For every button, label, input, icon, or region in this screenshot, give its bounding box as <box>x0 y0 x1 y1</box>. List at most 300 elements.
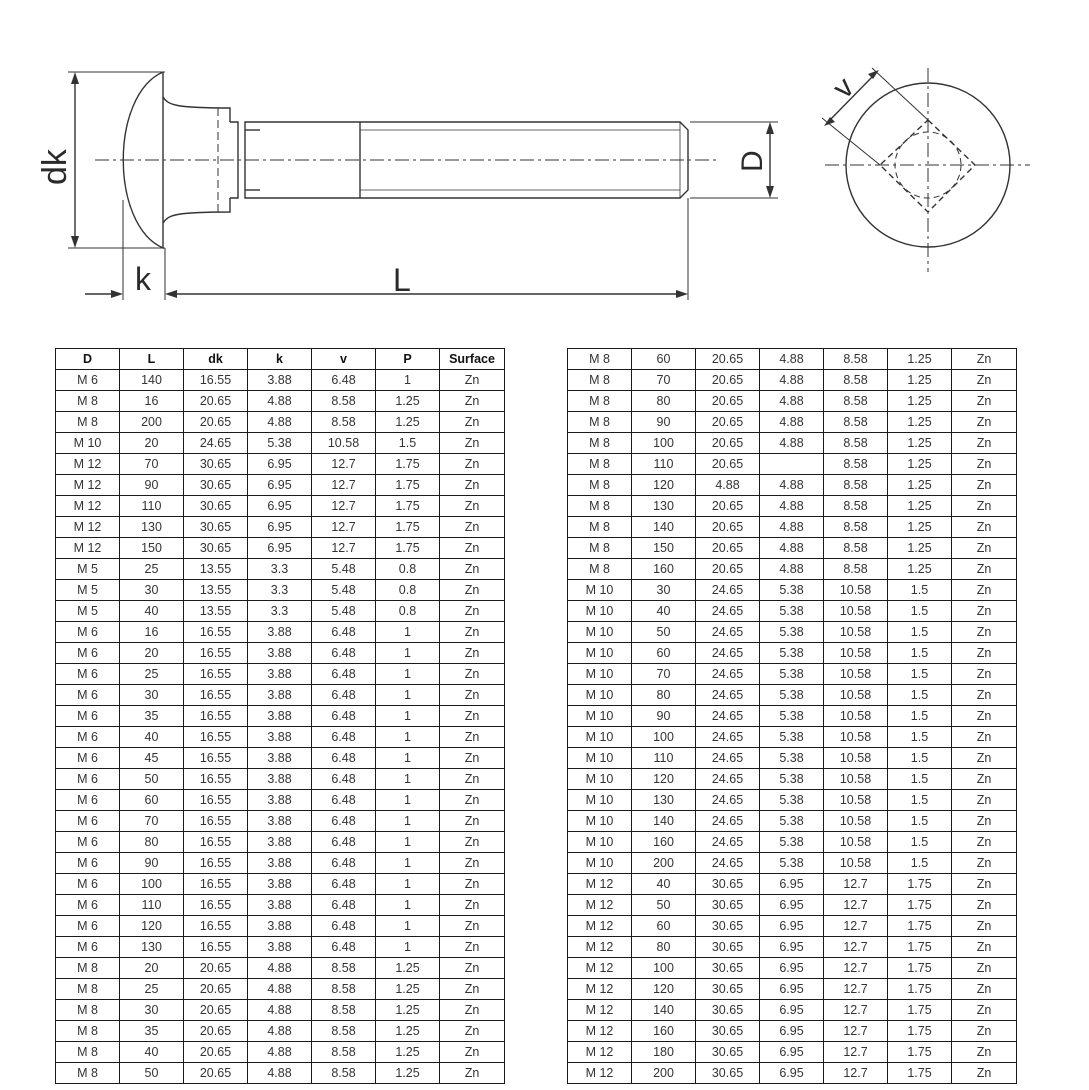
cell-d: M 8 <box>568 454 632 475</box>
cell-d: M 6 <box>56 937 120 958</box>
cell-v: 5.48 <box>312 559 376 580</box>
cell-v: 6.48 <box>312 748 376 769</box>
cell-d: M 6 <box>56 748 120 769</box>
cell-surface: Zn <box>952 979 1017 1000</box>
cell-l: 60 <box>632 916 696 937</box>
cell-v: 8.58 <box>312 412 376 433</box>
cell-l: 140 <box>632 517 696 538</box>
table-row <box>56 1063 505 1084</box>
cell-d: M 6 <box>56 622 120 643</box>
table-row <box>568 832 1017 853</box>
cell-k: 5.38 <box>760 622 824 643</box>
cell-v: 10.58 <box>824 622 888 643</box>
cell-surface: Zn <box>952 832 1017 853</box>
table-row <box>568 664 1017 685</box>
cell-k: 5.38 <box>760 664 824 685</box>
cell-p: 1.75 <box>376 517 440 538</box>
cell-v: 10.58 <box>824 685 888 706</box>
cell-surface: Zn <box>440 643 505 664</box>
cell-d: M 8 <box>568 370 632 391</box>
d-label: D <box>736 150 769 172</box>
cell-p: 1.5 <box>888 643 952 664</box>
cell-dk: 13.55 <box>184 559 248 580</box>
cell-p: 1 <box>376 937 440 958</box>
table-row <box>56 706 505 727</box>
cell-dk: 4.88 <box>696 475 760 496</box>
cell-v: 8.58 <box>824 454 888 475</box>
cell-dk: 13.55 <box>184 601 248 622</box>
cell-surface: Zn <box>952 370 1017 391</box>
cell-surface: Zn <box>440 706 505 727</box>
cell-dk: 16.55 <box>184 790 248 811</box>
cell-p: 1.25 <box>888 559 952 580</box>
table-row <box>568 538 1017 559</box>
table-row <box>568 895 1017 916</box>
cell-l: 180 <box>632 1042 696 1063</box>
cell-dk: 24.65 <box>184 433 248 454</box>
cell-dk: 24.65 <box>696 643 760 664</box>
table-row <box>56 391 505 412</box>
cell-dk: 20.65 <box>184 391 248 412</box>
cell-p: 1 <box>376 874 440 895</box>
cell-dk: 20.65 <box>696 370 760 391</box>
cell-dk: 20.65 <box>184 1000 248 1021</box>
cell-d: M 6 <box>56 727 120 748</box>
cell-d: M 6 <box>56 706 120 727</box>
cell-p: 1.5 <box>888 580 952 601</box>
cell-k: 3.88 <box>248 727 312 748</box>
cell-d: M 12 <box>56 454 120 475</box>
cell-k: 5.38 <box>760 727 824 748</box>
cell-p: 0.8 <box>376 559 440 580</box>
cell-surface: Zn <box>440 790 505 811</box>
cell-v: 12.7 <box>824 874 888 895</box>
cell-dk: 20.65 <box>696 496 760 517</box>
table-row <box>56 832 505 853</box>
cell-surface: Zn <box>952 769 1017 790</box>
cell-v: 8.58 <box>824 559 888 580</box>
cell-surface: Zn <box>952 811 1017 832</box>
table-row <box>568 601 1017 622</box>
cell-v: 6.48 <box>312 769 376 790</box>
cell-d: M 8 <box>568 349 632 370</box>
cell-p: 1.75 <box>888 874 952 895</box>
cell-p: 1 <box>376 622 440 643</box>
cell-v: 6.48 <box>312 622 376 643</box>
cell-l: 50 <box>632 622 696 643</box>
cell-surface: Zn <box>440 1063 505 1084</box>
cell-l: 90 <box>120 475 184 496</box>
cell-p: 1.75 <box>376 538 440 559</box>
cell-v: 8.58 <box>824 517 888 538</box>
cell-k: 5.38 <box>760 580 824 601</box>
cell-dk: 30.65 <box>696 1021 760 1042</box>
table-row <box>568 391 1017 412</box>
cell-k: 3.88 <box>248 685 312 706</box>
cell-v: 12.7 <box>312 475 376 496</box>
cell-d: M 12 <box>568 979 632 1000</box>
cell-k: 4.88 <box>760 517 824 538</box>
cell-k: 3.88 <box>248 622 312 643</box>
cell-p: 1.75 <box>888 979 952 1000</box>
cell-v: 8.58 <box>312 1000 376 1021</box>
cell-p: 1.25 <box>376 1063 440 1084</box>
cell-l: 130 <box>632 790 696 811</box>
cell-surface: Zn <box>440 475 505 496</box>
cell-p: 1 <box>376 916 440 937</box>
table-row <box>56 517 505 538</box>
cell-l: 140 <box>120 370 184 391</box>
cell-l: 80 <box>632 391 696 412</box>
cell-k: 4.88 <box>248 391 312 412</box>
header-l: L <box>120 349 184 370</box>
table-row <box>56 622 505 643</box>
cell-v: 6.48 <box>312 853 376 874</box>
cell-v: 10.58 <box>824 853 888 874</box>
cell-k: 3.88 <box>248 853 312 874</box>
cell-k: 6.95 <box>760 958 824 979</box>
cell-k: 6.95 <box>248 496 312 517</box>
cell-l: 130 <box>632 496 696 517</box>
cell-dk: 20.65 <box>696 412 760 433</box>
cell-d: M 10 <box>568 853 632 874</box>
cell-v: 12.7 <box>824 1042 888 1063</box>
table-row <box>568 958 1017 979</box>
cell-v: 12.7 <box>824 1063 888 1084</box>
cell-l: 80 <box>120 832 184 853</box>
cell-surface: Zn <box>952 664 1017 685</box>
cell-p: 1 <box>376 811 440 832</box>
table-row <box>56 1042 505 1063</box>
table-row <box>56 748 505 769</box>
cell-d: M 12 <box>568 1000 632 1021</box>
cell-surface: Zn <box>440 580 505 601</box>
cell-p: 1.25 <box>888 412 952 433</box>
cell-dk: 13.55 <box>184 580 248 601</box>
cell-p: 1.5 <box>888 664 952 685</box>
cell-v: 10.58 <box>824 643 888 664</box>
cell-l: 150 <box>120 538 184 559</box>
cell-k: 3.88 <box>248 937 312 958</box>
cell-p: 1 <box>376 685 440 706</box>
cell-dk: 30.65 <box>184 538 248 559</box>
cell-v: 12.7 <box>824 1000 888 1021</box>
table-row <box>56 475 505 496</box>
cell-surface: Zn <box>952 1000 1017 1021</box>
cell-p: 1.75 <box>888 1063 952 1084</box>
cell-surface: Zn <box>952 601 1017 622</box>
cell-dk: 20.65 <box>184 958 248 979</box>
cell-d: M 12 <box>568 1063 632 1084</box>
cell-k: 4.88 <box>248 958 312 979</box>
cell-p: 1 <box>376 832 440 853</box>
cell-surface: Zn <box>440 853 505 874</box>
cell-k: 6.95 <box>248 538 312 559</box>
cell-dk: 20.65 <box>696 349 760 370</box>
cell-l: 35 <box>120 1021 184 1042</box>
cell-dk: 30.65 <box>696 979 760 1000</box>
cell-k: 4.88 <box>760 433 824 454</box>
cell-v: 6.48 <box>312 811 376 832</box>
cell-surface: Zn <box>440 685 505 706</box>
cell-l: 120 <box>632 475 696 496</box>
cell-d: M 6 <box>56 643 120 664</box>
cell-k: 3.3 <box>248 559 312 580</box>
cell-v: 6.48 <box>312 727 376 748</box>
cell-v: 6.48 <box>312 706 376 727</box>
cell-l: 30 <box>120 580 184 601</box>
l-label: L <box>393 262 411 298</box>
table-row <box>56 790 505 811</box>
cell-p: 1 <box>376 664 440 685</box>
cell-l: 160 <box>632 832 696 853</box>
cell-k: 3.88 <box>248 895 312 916</box>
cell-l: 150 <box>632 538 696 559</box>
cell-dk: 16.55 <box>184 874 248 895</box>
cell-d: M 12 <box>56 538 120 559</box>
cell-dk: 24.65 <box>696 832 760 853</box>
cell-v: 8.58 <box>312 979 376 1000</box>
cell-l: 40 <box>632 874 696 895</box>
table-row <box>568 727 1017 748</box>
bolt-spec-table-left <box>55 348 505 1084</box>
table-row <box>56 580 505 601</box>
cell-surface: Zn <box>952 748 1017 769</box>
cell-p: 1.25 <box>888 433 952 454</box>
cell-l: 130 <box>120 937 184 958</box>
cell-d: M 12 <box>568 1021 632 1042</box>
cell-surface: Zn <box>440 1021 505 1042</box>
cell-surface: Zn <box>440 454 505 475</box>
cell-k: 6.95 <box>248 454 312 475</box>
cell-dk: 20.65 <box>184 412 248 433</box>
cell-v: 8.58 <box>312 1042 376 1063</box>
cell-l: 16 <box>120 391 184 412</box>
cell-d: M 8 <box>56 1063 120 1084</box>
table-row <box>56 1000 505 1021</box>
cell-surface: Zn <box>440 937 505 958</box>
header-v: v <box>312 349 376 370</box>
cell-surface: Zn <box>952 517 1017 538</box>
table-row <box>568 748 1017 769</box>
cell-k: 4.88 <box>248 412 312 433</box>
cell-p: 1.75 <box>888 937 952 958</box>
table-row <box>568 622 1017 643</box>
cell-k: 3.88 <box>248 748 312 769</box>
cell-surface: Zn <box>952 958 1017 979</box>
table-row <box>56 1021 505 1042</box>
cell-k: 4.88 <box>760 475 824 496</box>
cell-v: 12.7 <box>824 1021 888 1042</box>
cell-p: 1.5 <box>888 853 952 874</box>
table-row <box>56 769 505 790</box>
cell-dk: 16.55 <box>184 622 248 643</box>
cell-d: M 10 <box>568 832 632 853</box>
table-row <box>568 580 1017 601</box>
cell-k: 4.88 <box>760 370 824 391</box>
cell-p: 1.5 <box>376 433 440 454</box>
table-row <box>568 475 1017 496</box>
cell-k: 5.38 <box>248 433 312 454</box>
cell-l: 80 <box>632 685 696 706</box>
cell-k <box>760 454 824 475</box>
cell-dk: 30.65 <box>696 895 760 916</box>
cell-d: M 10 <box>568 664 632 685</box>
table-row <box>568 1021 1017 1042</box>
table-row <box>568 979 1017 1000</box>
table-row <box>56 685 505 706</box>
cell-p: 1.5 <box>888 790 952 811</box>
cell-surface: Zn <box>440 622 505 643</box>
cell-d: M 12 <box>568 874 632 895</box>
cell-d: M 12 <box>568 1042 632 1063</box>
cell-d: M 10 <box>568 580 632 601</box>
dk-label: dk <box>36 149 74 185</box>
cell-k: 4.88 <box>760 349 824 370</box>
table-row <box>56 454 505 475</box>
cell-v: 5.48 <box>312 580 376 601</box>
cell-k: 5.38 <box>760 832 824 853</box>
cell-dk: 24.65 <box>696 580 760 601</box>
cell-k: 3.88 <box>248 643 312 664</box>
cell-p: 1.25 <box>376 1042 440 1063</box>
cell-dk: 30.65 <box>184 475 248 496</box>
cell-surface: Zn <box>952 916 1017 937</box>
cell-surface: Zn <box>440 412 505 433</box>
cell-l: 100 <box>632 433 696 454</box>
cell-dk: 24.65 <box>696 748 760 769</box>
cell-p: 1 <box>376 370 440 391</box>
carriage-bolt-drawing <box>0 0 1089 330</box>
cell-d: M 6 <box>56 832 120 853</box>
cell-p: 1.75 <box>888 958 952 979</box>
cell-l: 90 <box>632 706 696 727</box>
cell-p: 0.8 <box>376 601 440 622</box>
cell-dk: 24.65 <box>696 664 760 685</box>
cell-l: 16 <box>120 622 184 643</box>
cell-k: 6.95 <box>760 937 824 958</box>
cell-dk: 24.65 <box>696 811 760 832</box>
cell-dk: 16.55 <box>184 937 248 958</box>
cell-v: 8.58 <box>824 412 888 433</box>
cell-p: 1.25 <box>376 1021 440 1042</box>
cell-v: 12.7 <box>824 979 888 1000</box>
cell-p: 1.25 <box>888 517 952 538</box>
cell-d: M 6 <box>56 769 120 790</box>
table-row <box>56 643 505 664</box>
cell-d: M 6 <box>56 370 120 391</box>
header-surface: Surface <box>440 349 505 370</box>
cell-dk: 30.65 <box>184 496 248 517</box>
table-row <box>56 370 505 391</box>
cell-k: 4.88 <box>248 979 312 1000</box>
cell-dk: 20.65 <box>696 517 760 538</box>
cell-dk: 16.55 <box>184 916 248 937</box>
cell-l: 110 <box>632 748 696 769</box>
cell-d: M 8 <box>56 1000 120 1021</box>
cell-k: 6.95 <box>248 475 312 496</box>
cell-l: 120 <box>120 916 184 937</box>
cell-dk: 24.65 <box>696 685 760 706</box>
table-row <box>56 601 505 622</box>
cell-l: 200 <box>632 1063 696 1084</box>
cell-k: 3.88 <box>248 832 312 853</box>
cell-d: M 8 <box>568 433 632 454</box>
cell-k: 4.88 <box>248 1000 312 1021</box>
cell-surface: Zn <box>440 496 505 517</box>
cell-p: 1.75 <box>888 1000 952 1021</box>
cell-l: 50 <box>120 769 184 790</box>
cell-dk: 16.55 <box>184 853 248 874</box>
cell-v: 8.58 <box>312 391 376 412</box>
cell-l: 200 <box>120 412 184 433</box>
cell-dk: 30.65 <box>696 916 760 937</box>
cell-dk: 20.65 <box>184 979 248 1000</box>
cell-dk: 16.55 <box>184 706 248 727</box>
cell-d: M 8 <box>568 391 632 412</box>
cell-l: 130 <box>120 517 184 538</box>
table-row <box>56 727 505 748</box>
cell-surface: Zn <box>952 475 1017 496</box>
cell-l: 25 <box>120 979 184 1000</box>
table-row <box>56 937 505 958</box>
cell-surface: Zn <box>440 727 505 748</box>
bolt-spec-table-right <box>567 348 1017 1084</box>
cell-p: 1 <box>376 727 440 748</box>
cell-l: 60 <box>632 349 696 370</box>
cell-v: 6.48 <box>312 790 376 811</box>
header-d: D <box>56 349 120 370</box>
cell-k: 5.38 <box>760 685 824 706</box>
cell-k: 5.38 <box>760 853 824 874</box>
cell-p: 1 <box>376 643 440 664</box>
cell-dk: 20.65 <box>696 538 760 559</box>
cell-k: 3.88 <box>248 769 312 790</box>
cell-dk: 24.65 <box>696 769 760 790</box>
cell-l: 40 <box>120 727 184 748</box>
cell-l: 110 <box>632 454 696 475</box>
cell-d: M 12 <box>568 895 632 916</box>
cell-v: 12.7 <box>312 538 376 559</box>
cell-l: 20 <box>120 958 184 979</box>
cell-surface: Zn <box>952 790 1017 811</box>
cell-l: 160 <box>632 559 696 580</box>
cell-d: M 6 <box>56 790 120 811</box>
cell-surface: Zn <box>440 559 505 580</box>
table-row <box>56 958 505 979</box>
cell-l: 45 <box>120 748 184 769</box>
cell-d: M 8 <box>568 496 632 517</box>
cell-v: 6.48 <box>312 370 376 391</box>
cell-d: M 6 <box>56 853 120 874</box>
cell-k: 3.88 <box>248 811 312 832</box>
cell-l: 200 <box>632 853 696 874</box>
table-row <box>568 790 1017 811</box>
cell-d: M 8 <box>56 1021 120 1042</box>
cell-p: 1.25 <box>888 454 952 475</box>
cell-p: 1.75 <box>888 895 952 916</box>
cell-k: 4.88 <box>760 559 824 580</box>
cell-dk: 16.55 <box>184 811 248 832</box>
table-row <box>56 979 505 1000</box>
cell-k: 6.95 <box>760 979 824 1000</box>
cell-v: 8.58 <box>824 496 888 517</box>
cell-k: 5.38 <box>760 643 824 664</box>
cell-p: 1.25 <box>888 496 952 517</box>
cell-p: 1.75 <box>376 475 440 496</box>
table-row <box>568 433 1017 454</box>
cell-d: M 5 <box>56 580 120 601</box>
